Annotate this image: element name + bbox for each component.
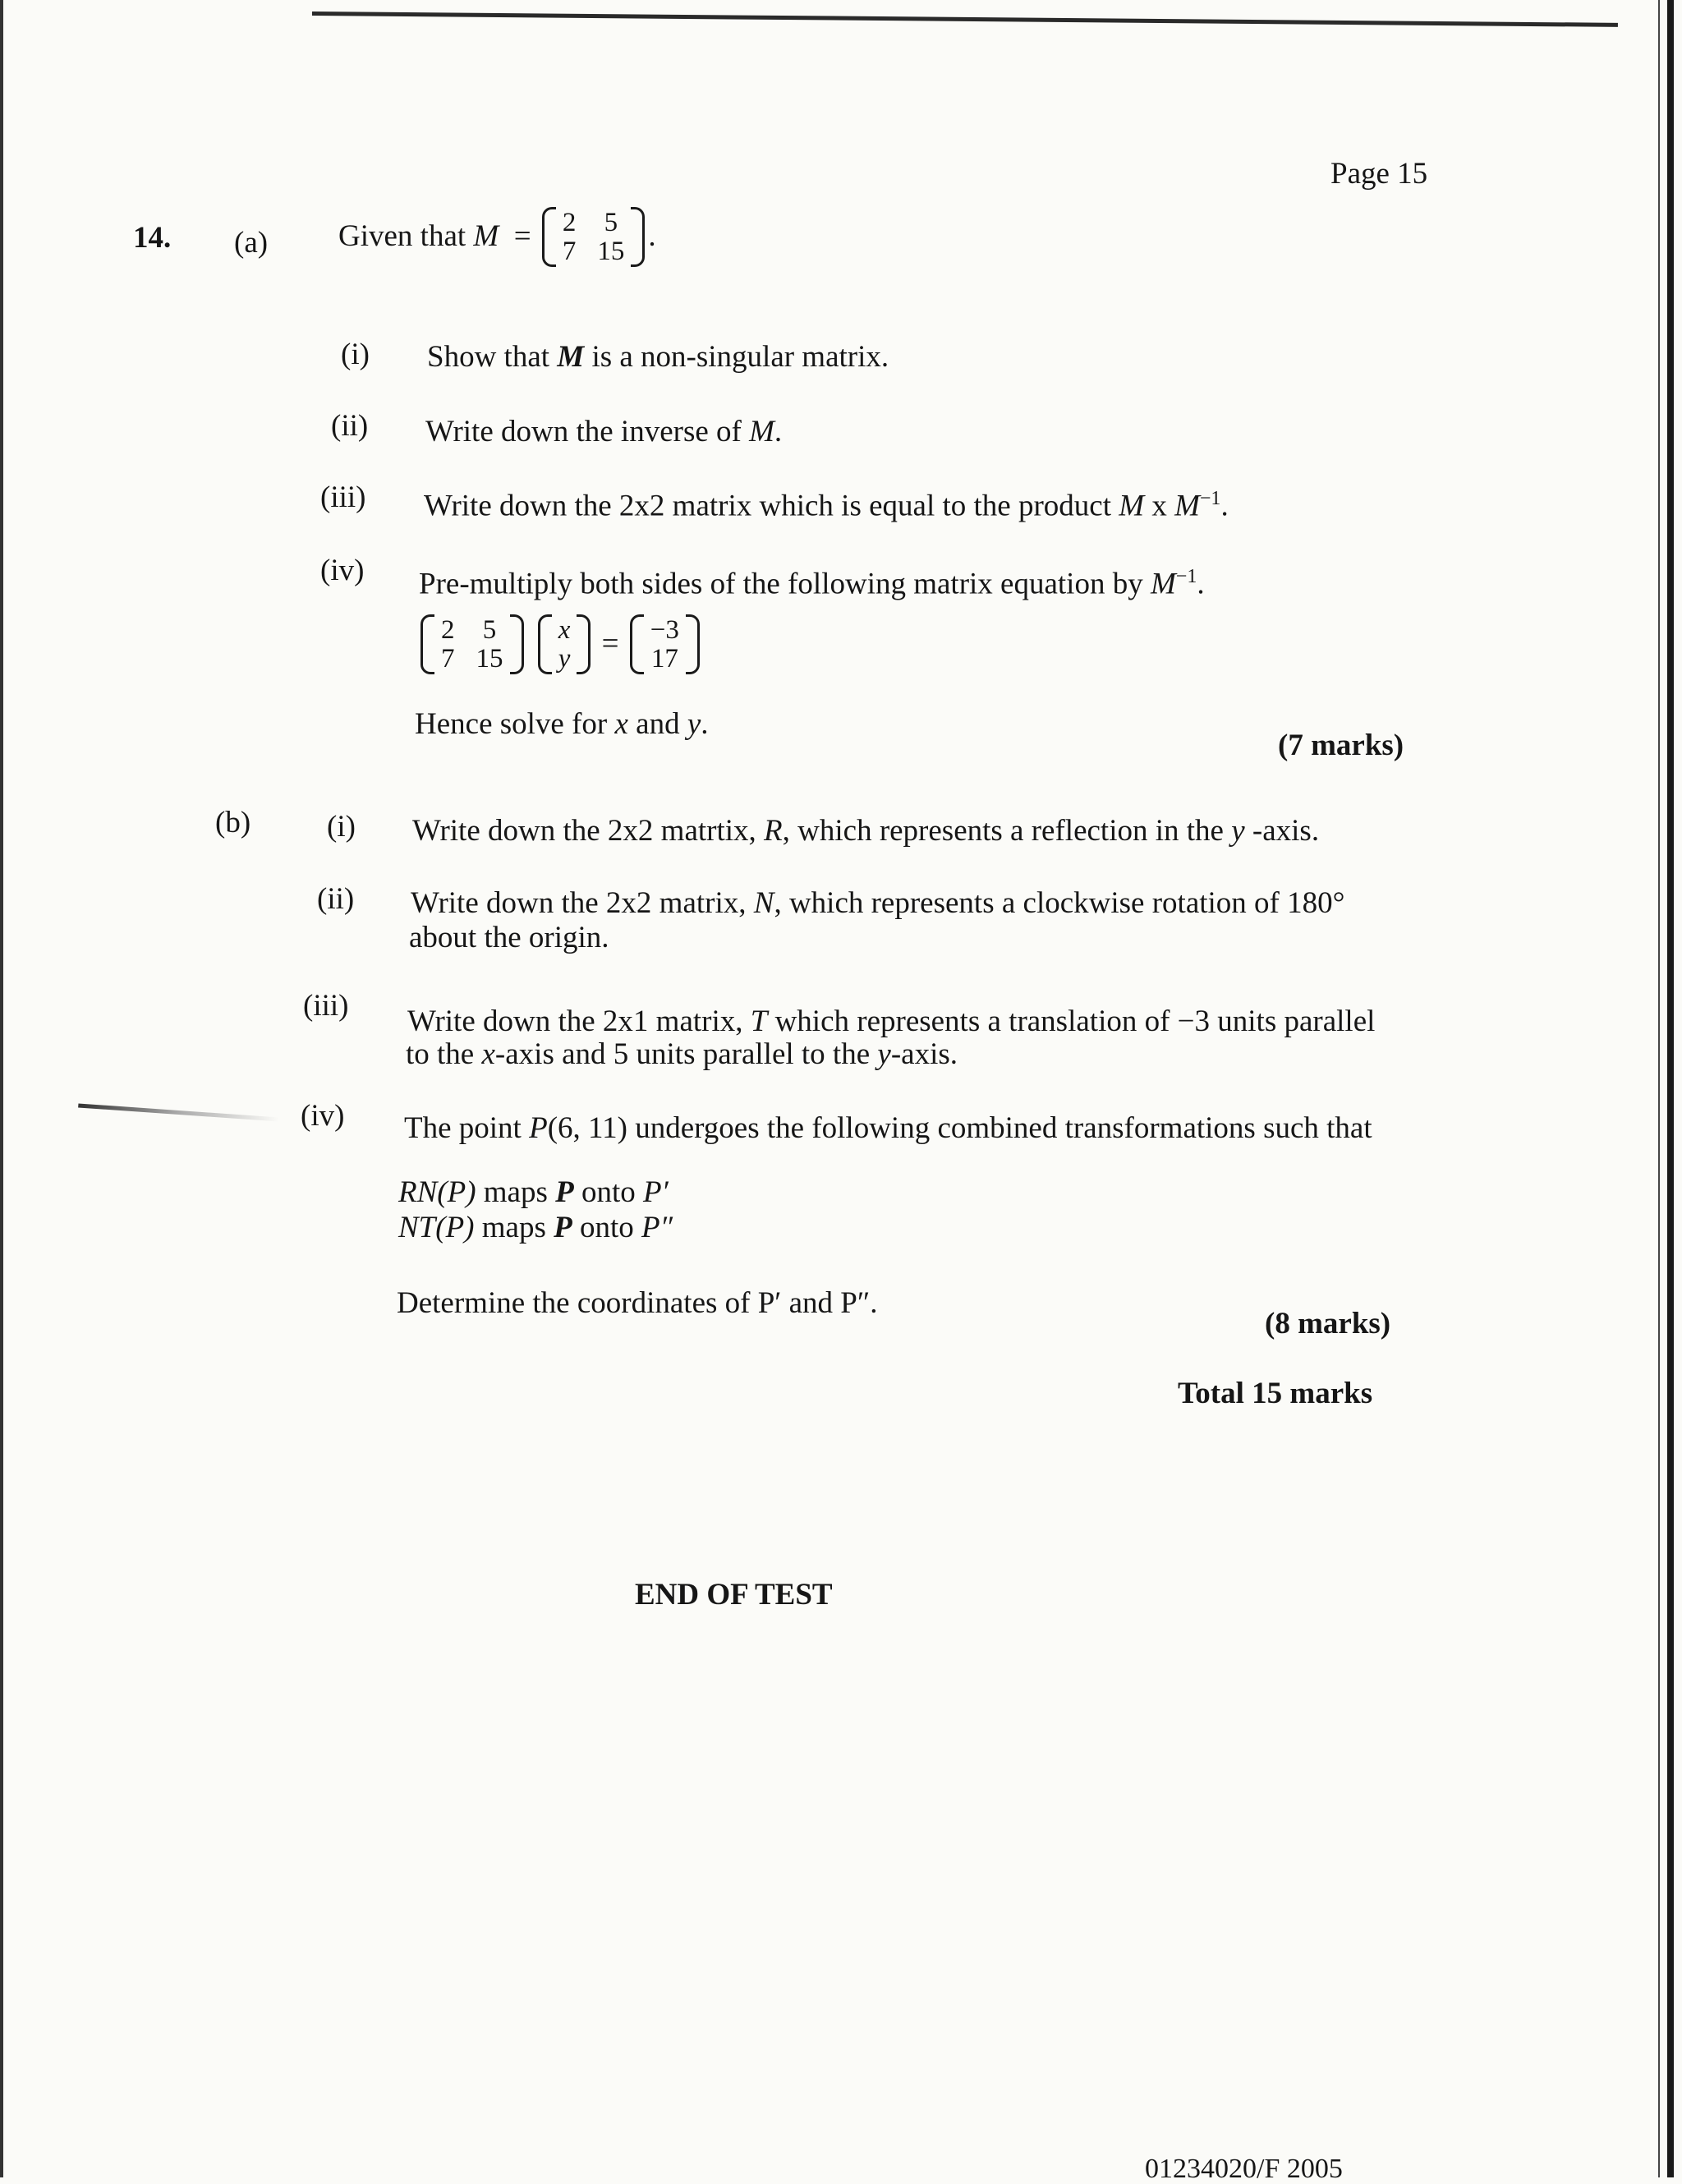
a-item-number: (i): [341, 338, 370, 371]
matrix-m-cell: 7: [562, 236, 577, 266]
given-end: .: [648, 219, 656, 254]
given-var: M: [473, 219, 499, 254]
total-marks: Total 15 marks: [1178, 1377, 1373, 1410]
b-item-number: (iv): [301, 1099, 345, 1133]
matrix-m-cell: 15: [597, 236, 625, 266]
mapping-rn: RN(P) maps P onto P′: [398, 1175, 669, 1209]
b-item-number: (iii): [303, 989, 349, 1023]
b-item-text: Write down the 2x1 matrix, T which represents a translation of −3 units parallel: [407, 1005, 1376, 1038]
b-item-text: Write down the 2x2 matrtix, R, which represents a reflection in the y -axis.: [412, 814, 1320, 848]
matrix-equation: [417, 614, 703, 674]
a-item-text: Show that M is a non-singular matrix.: [427, 340, 889, 374]
scan-edge-right-inner: [1658, 0, 1660, 2177]
a-item-number: (ii): [331, 409, 369, 443]
equation-result: −3 17: [630, 614, 700, 674]
paper-code: 01234020/F 2005: [1145, 2154, 1343, 2184]
b-item-text-line2: to the x-axis and 5 units parallel to the y-axis.: [406, 1037, 958, 1071]
b-item-text: Write down the 2x2 matrix, N, which represents a clockwise rotation of 180°: [411, 886, 1345, 920]
part-b-label: (b): [215, 806, 251, 839]
b-item-number: (ii): [317, 882, 355, 916]
end-of-test: END OF TEST: [635, 1578, 833, 1612]
mapping-nt: NT(P) maps P onto P″: [398, 1211, 673, 1244]
scan-smudge: [78, 1103, 279, 1121]
b-item-text-line2: about the origin.: [409, 921, 609, 954]
a-item-text: Write down the inverse of M.: [425, 415, 783, 448]
scan-edge-top: [312, 11, 1618, 27]
given-eq: =: [513, 219, 531, 254]
matrix-m: [542, 207, 646, 267]
part-a-marks: (7 marks): [1278, 729, 1404, 762]
a-item-text: Pre-multiply both sides of the following matrix equation by $M^{-1}$.: [419, 566, 1205, 601]
scan-edge-right: [1667, 0, 1674, 2177]
matrix-m-cell: 2: [562, 208, 577, 237]
b-item-text: The point P(6, 11) undergoes the following combined transformations such that: [404, 1111, 1372, 1145]
hence-solve: Hence solve for x and y.: [415, 707, 709, 741]
equation-left-matrix: 2 5 7 15: [420, 614, 524, 674]
a-item-number: (iii): [320, 480, 366, 514]
a-item-number: (iv): [320, 554, 365, 587]
scan-edge-left: [0, 0, 3, 2177]
a-item-text: Write down the 2x2 matrix which is equal to the product M x $M^{-1}$.: [424, 488, 1229, 523]
matrix-m-cell: 5: [604, 208, 618, 237]
equation-vector: x y: [538, 614, 591, 674]
b-item-number: (i): [327, 810, 356, 844]
page-number: Page 15: [1330, 157, 1428, 191]
part-b-marks: (8 marks): [1265, 1307, 1391, 1340]
given-prefix: Given that: [338, 219, 466, 254]
determine-coordinates: Determine the coordinates of P′ and P″.: [397, 1286, 878, 1320]
given-statement: [338, 207, 656, 267]
part-a-label: (a): [234, 226, 269, 260]
equation-equals: =: [601, 627, 619, 661]
question-number: 14.: [133, 221, 172, 255]
